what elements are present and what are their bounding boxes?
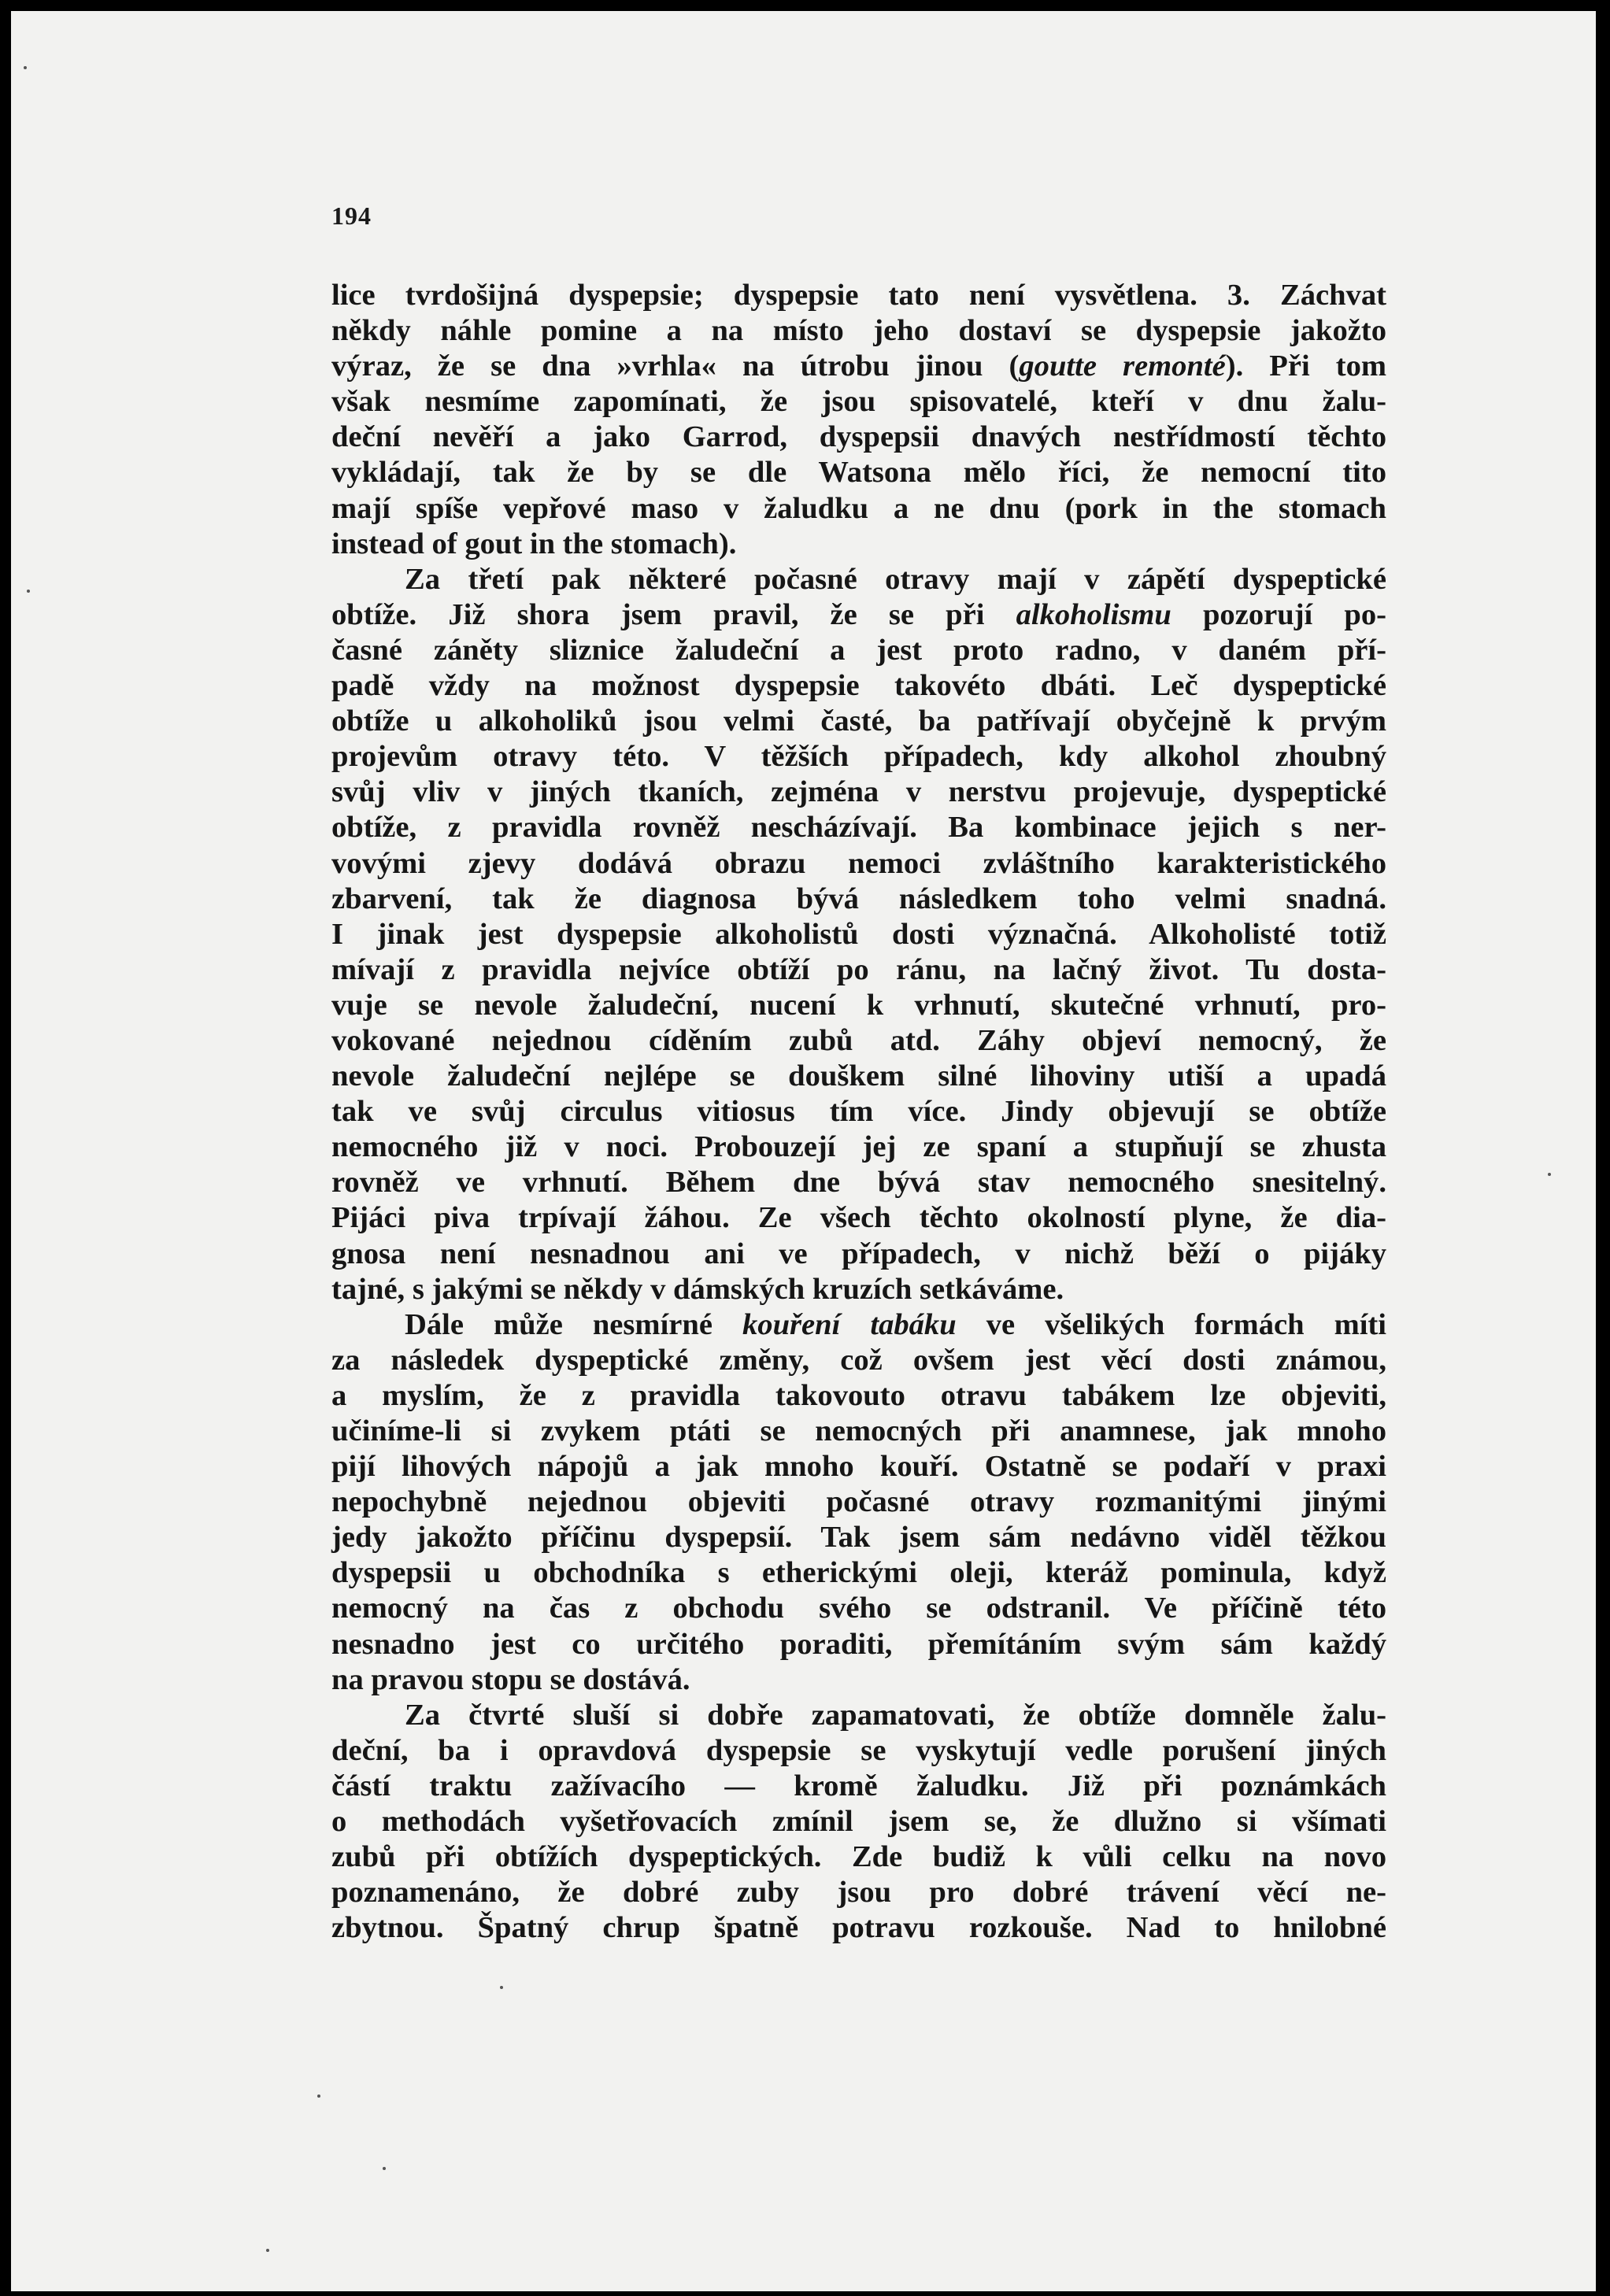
- text-line: [331, 882, 1386, 917]
- text-line: [331, 1023, 1386, 1059]
- emphasis-text: goutte remonté: [1019, 349, 1226, 383]
- text-segment: tajné, s jakými se někdy v dámských kruzích setkáváme.: [331, 1272, 1064, 1306]
- text-line: [331, 349, 1386, 384]
- text-line: [331, 633, 1386, 668]
- scan-speck: [27, 590, 30, 593]
- text-segment: I jinak jest dyspepsie alkoholistů dosti význačná. Alkoholisté totiž: [331, 917, 1386, 951]
- text-segment: obtíže. Již shora jsem pravil, že se při: [331, 597, 1016, 631]
- text-line: [331, 420, 1386, 455]
- text-segment: vykládají, tak že by se dle Watsona mělo říci, že nemocní tito: [331, 456, 1386, 490]
- text-segment: obtíže, z pravidla rovněž nescházívají. Ba kombinace jejich s ner-: [331, 811, 1386, 845]
- text-segment: vovými zjevy dodává obrazu nemoci zvláštního karakteristického: [331, 846, 1386, 880]
- text-segment: za následek dyspeptické změny, což ovšem jest věcí dosti známou,: [331, 1343, 1386, 1377]
- text-line: [331, 278, 1386, 313]
- text-line: [331, 917, 1386, 952]
- text-line: [331, 313, 1386, 349]
- text-line: [331, 1591, 1386, 1626]
- text-line: [331, 846, 1386, 882]
- text-segment: zbarvení, tak že diagnosa bývá následkem toho velmi snadná.: [331, 882, 1386, 915]
- text-segment: však nesmíme zapomínati, že jsou spisovatelé, kteří v dnu žalu-: [331, 385, 1386, 419]
- page-number: 194: [331, 202, 372, 230]
- text-line: [331, 1165, 1386, 1200]
- text-segment: deční nevěří a jako Garrod, dyspepsii dnavých nestřídmostí těchto: [331, 420, 1386, 454]
- text-line: [331, 562, 1386, 597]
- text-line: [331, 704, 1386, 739]
- text-segment: projevům otravy této. V těžších případech, kdy alkohol zhoubný: [331, 740, 1386, 774]
- text-line: [331, 384, 1386, 420]
- text-segment: částí traktu zažívacího — kromě žaludku. Již při poznámkách: [331, 1769, 1386, 1802]
- text-line: [331, 1237, 1386, 1272]
- text-line: [331, 1555, 1386, 1591]
- scan-speck: [317, 2094, 320, 2098]
- text-line: [331, 1449, 1386, 1484]
- text-line: [331, 952, 1386, 988]
- text-line: [331, 1520, 1386, 1555]
- text-segment: nepochybně nejednou objeviti počasné otravy rozmanitými jinými: [331, 1485, 1386, 1519]
- emphasis-text: kouření tabáku: [742, 1307, 957, 1341]
- text-line: [331, 455, 1386, 490]
- text-line: [331, 1769, 1386, 1804]
- text-segment: někdy náhle pomine a na místo jeho dostaví se dyspepsie jakožto: [331, 314, 1386, 348]
- text-segment: Za třetí pak některé počasné otravy mají v zápětí dyspeptické: [405, 562, 1386, 596]
- text-line: [331, 1343, 1386, 1378]
- text-line: [331, 1200, 1386, 1236]
- text-line: [331, 775, 1386, 810]
- text-segment: ve všelikých formách míti: [956, 1307, 1386, 1341]
- text-segment: jedy jakožto příčinu dyspepsií. Tak jsem sám nedávno viděl těžkou: [331, 1521, 1386, 1555]
- text-line: [331, 1414, 1386, 1449]
- text-line: [331, 1804, 1386, 1839]
- text-segment: instead of gout in the stomach).: [331, 527, 737, 560]
- text-line: [331, 1698, 1386, 1733]
- text-segment: Pijáci piva trpívají žáhou. Ze všech těchto okolností plyne, že dia-: [331, 1201, 1386, 1235]
- text-line: [331, 491, 1386, 527]
- text-segment: zbytnou. Špatný chrup špatně potravu rozkouše. Nad to hnilobné: [331, 1911, 1386, 1945]
- text-line: [331, 1662, 1386, 1698]
- scan-speck: [266, 2249, 269, 2252]
- text-line: [331, 1910, 1386, 1946]
- emphasis-text: alkoholismu: [1016, 597, 1171, 631]
- text-line: [331, 527, 1386, 562]
- text-line: [331, 597, 1386, 633]
- text-segment: poznamenáno, že dobré zuby jsou pro dobré trávení věcí ne-: [331, 1876, 1386, 1910]
- text-segment: obtíže u alkoholiků jsou velmi časté, ba patřívají obyčejně k prvým: [331, 704, 1386, 738]
- book-page: [11, 11, 1596, 2291]
- text-segment: mají spíše vepřové maso v žaludku a ne dnu (pork in the stomach: [331, 491, 1386, 525]
- text-line: [331, 1094, 1386, 1130]
- text-line: [331, 1272, 1386, 1307]
- text-line: [331, 1875, 1386, 1910]
- text-line: [331, 1307, 1386, 1343]
- body-text: [331, 278, 1386, 1946]
- text-segment: nemocný na čas z obchodu svého se odstranil. Ve příčině této: [331, 1592, 1386, 1625]
- scan-speck: [24, 66, 27, 69]
- scan-speck: [383, 2167, 386, 2170]
- text-line: [331, 1059, 1386, 1094]
- text-segment: rovněž ve vrhnutí. Během dne bývá stav nemocného snesitelný.: [331, 1166, 1386, 1200]
- text-segment: nesnadno jest co určitého poraditi, přemítáním svým sám každý: [331, 1627, 1386, 1661]
- text-line: [331, 739, 1386, 775]
- text-line: [331, 1378, 1386, 1414]
- text-segment: učiníme-li si zvykem ptáti se nemocných při anamnese, jak mnoho: [331, 1414, 1386, 1447]
- text-line: [331, 1484, 1386, 1520]
- text-line: [331, 1839, 1386, 1875]
- text-line: [331, 1130, 1386, 1165]
- text-segment: gnosa není nesnadnou ani ve případech, v nichž běží o pijáky: [331, 1237, 1386, 1270]
- text-segment: svůj vliv v jiných tkaních, zejména v nerstvu projevuje, dyspeptické: [331, 775, 1386, 809]
- text-line: [331, 1627, 1386, 1662]
- text-segment: nevole žaludeční nejlépe se douškem silné lihoviny utiší a upadá: [331, 1059, 1386, 1093]
- text-segment: nemocného již v noci. Probouzejí jej ze spaní a stupňují se zhusta: [331, 1130, 1386, 1164]
- text-segment: ). Při tom: [1225, 349, 1387, 383]
- text-segment: pijí lihových nápojů a jak mnoho kouří. Ostatně se podaří v praxi: [331, 1450, 1386, 1484]
- text-segment: vokované nejednou cíděním zubů atd. Záhy objeví nemocný, že: [331, 1023, 1386, 1057]
- scan-speck: [1548, 1173, 1551, 1176]
- text-line: [331, 1733, 1386, 1769]
- text-segment: mívají z pravidla nejvíce obtíží po ránu, na lačný život. Tu dosta-: [331, 952, 1386, 986]
- text-segment: deční, ba i opravdová dyspepsie se vyskytují vedle porušení jiných: [331, 1733, 1386, 1767]
- text-segment: o methodách vyšetřovacích zmínil jsem se, že dlužno si všímati: [331, 1805, 1386, 1839]
- text-segment: Dále může nesmírné: [405, 1307, 742, 1341]
- text-segment: a myslím, že z pravidla takovouto otravu tabákem lze objeviti,: [331, 1378, 1386, 1412]
- text-segment: lice tvrdošijná dyspepsie; dyspepsie tato není vysvětlena. 3. Záchvat: [331, 279, 1386, 312]
- text-segment: padě vždy na možnost dyspepsie takovéto dbáti. Leč dyspeptické: [331, 669, 1386, 703]
- text-segment: časné záněty sliznice žaludeční a jest proto radno, v daném pří-: [331, 633, 1386, 667]
- text-line: [331, 668, 1386, 704]
- text-segment: pozorují po-: [1171, 597, 1386, 631]
- text-line: [331, 810, 1386, 845]
- text-segment: zubů při obtížích dyspeptických. Zde budiž k vůli celku na novo: [331, 1840, 1386, 1874]
- text-line: [331, 988, 1386, 1023]
- scan-speck: [500, 1986, 503, 1989]
- text-segment: tak ve svůj circulus vitiosus tím více. Jindy objevují se obtíže: [331, 1095, 1386, 1129]
- text-segment: výraz, že se dna »vrhla« na útrobu jinou (: [331, 349, 1020, 383]
- text-segment: dyspepsii u obchodníka s etherickými oleji, kteráž pominula, když: [331, 1556, 1386, 1590]
- text-segment: na pravou stopu se dostává.: [331, 1662, 690, 1696]
- text-segment: Za čtvrté sluší si dobře zapamatovati, že obtíže domněle žalu-: [405, 1698, 1386, 1732]
- text-segment: vuje se nevole žaludeční, nucení k vrhnutí, skutečné vrhnutí, pro-: [331, 988, 1386, 1022]
